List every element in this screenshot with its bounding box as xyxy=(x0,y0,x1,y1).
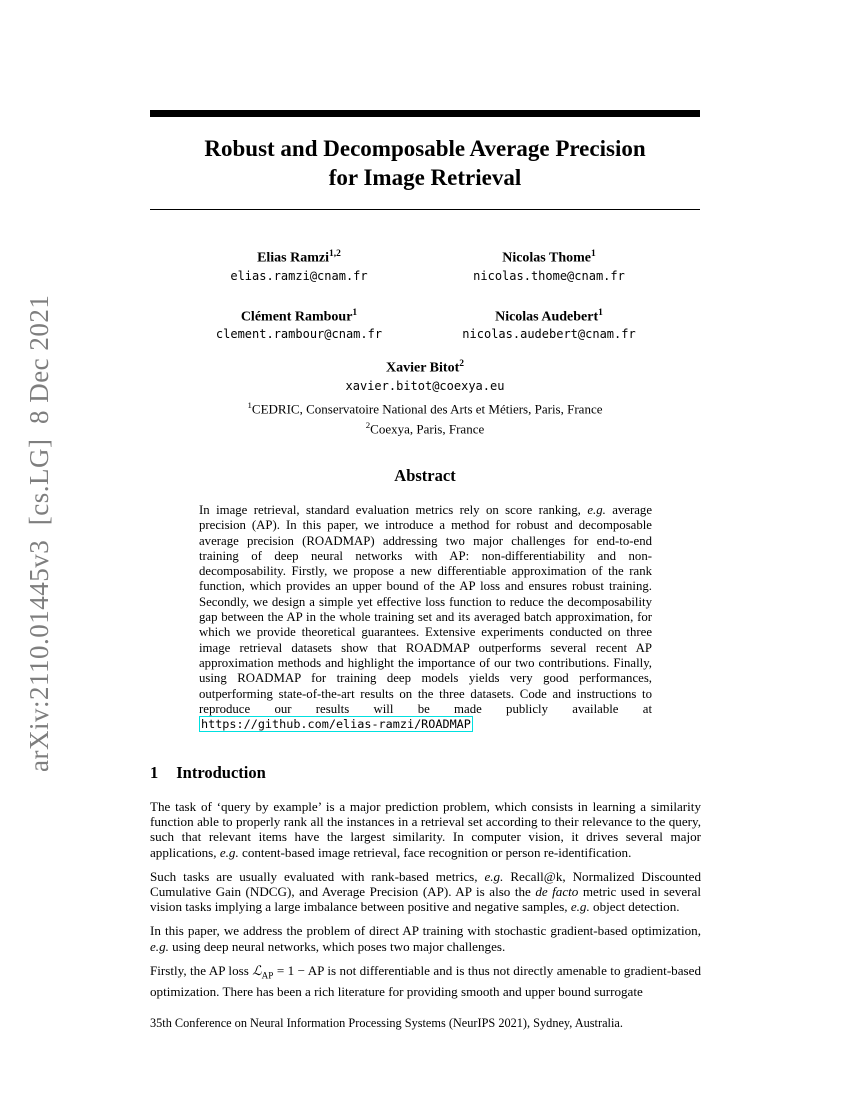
author-email: nicolas.thome@cnam.fr xyxy=(473,268,625,283)
paper-title xyxy=(150,134,700,192)
author-block xyxy=(174,246,424,284)
author-name: Xavier Bitot$^2$ xyxy=(386,359,464,376)
author-email: xavier.bitot@coexya.eu xyxy=(345,378,505,393)
abstract-heading: Abstract xyxy=(394,466,456,485)
author-affil-sup: 2 xyxy=(459,359,464,369)
intro-paragraph: The task of ‘query by example’ is a major prediction problem, which consists in learning a similarity function able to properly rank all the instances in a retrieval set according to their relevance to the query, such that relevant items have the largest similarity. In computer vision, it drives several major applications, e.g. content-based image retrieval, face recognition or person re-identification. xyxy=(150,799,701,860)
affiliation-line: $^1$CEDRIC, Conservatoire National des Arts et Métiers, Paris, France xyxy=(247,400,603,417)
section-title: Introduction xyxy=(176,763,266,782)
author-affil-sup: 1 xyxy=(591,249,596,259)
affiliation-line: $^2$Coexya, Paris, France xyxy=(365,420,485,437)
author-name: Nicolas Thome$^1$ xyxy=(502,249,596,266)
author-affil-sup: 1,2 xyxy=(329,249,341,259)
top-rule xyxy=(150,110,700,117)
conference-footer: 35th Conference on Neural Information Processing Systems (NeurIPS 2021), Sydney, Australia. xyxy=(150,1016,623,1030)
title-line-1: Robust and Decomposable Average Precision xyxy=(204,136,646,161)
intro-paragraph: Firstly, the AP loss ℒ$_{AP}$ = 1 − AP is not differentiable and is thus not directly amenable to gradient-based optimization. There has been a rich literature for providing smooth and upper bound surrogate xyxy=(150,962,701,999)
introduction-body xyxy=(150,799,701,1008)
title-line-2: for Image Retrieval xyxy=(328,165,522,190)
author-name: Nicolas Audebert$^1$ xyxy=(495,307,603,325)
abstract-text xyxy=(199,503,652,732)
author-block xyxy=(174,305,424,343)
author-email: clement.rambour@cnam.fr xyxy=(215,327,383,342)
section-heading-introduction xyxy=(150,763,700,783)
authors-block xyxy=(174,246,674,363)
author-block xyxy=(424,305,674,343)
author-row xyxy=(174,305,674,364)
github-link[interactable]: https://github.com/elias-ramzi/ROADMAP xyxy=(201,717,471,732)
affiliations-block xyxy=(150,397,700,438)
arxiv-watermark: arXiv:2110.01445v3 [cs.LG] 8 Dec 2021 xyxy=(24,294,54,772)
author-name: Clément Rambour$^1$ xyxy=(240,307,358,325)
section-number: 1 xyxy=(150,763,159,782)
author-name: Elias Ramzi$^{1,2}$ xyxy=(257,249,341,266)
author-affil-sup: 1 xyxy=(598,307,603,318)
author-email: elias.ramzi@cnam.fr xyxy=(230,268,368,283)
author-block xyxy=(424,246,674,284)
abstract-paragraph: In image retrieval, standard evaluation metrics rely on score ranking, e.g. average precision (AP). In this paper, we introduce a method for robust and decomposable average precision (ROADMAP) addressing two major challenges for end-to-end training of deep neural networks with AP: non-differentiability and non-decomposability. Firstly, we propose a new differentiable approximation of the rank function, which provides an upper bound of the AP loss and ensures robust training. Secondly, we design a simple yet effective loss function to reduce the decomposability gap between the AP in the whole training set and its averaged batch approximation, for which we provide theoretical guarantees. Extensive experiments conducted on three image retrieval datasets show that ROADMAP outperforms several recent AP approximation methods and highlight the importance of our two contributions. Finally, using ROADMAP for training deep models yields very good performances, outperforming state-of-the-art results on the three datasets. Code and instructions to reproduce our results will be made publicly available at xyxy=(199,503,652,716)
author-row xyxy=(174,246,674,305)
author-email: nicolas.audebert@cnam.fr xyxy=(462,327,636,342)
intro-paragraph: Such tasks are usually evaluated with rank-based metrics, e.g. Recall@k, Normalized Discounted Cumulative Gain (NDCG), and Average Precision (AP). AP is also the de facto metric used in several vision tasks implying a large imbalance between positive and negative samples, e.g. object detection. xyxy=(150,868,701,915)
author-block xyxy=(150,356,700,394)
intro-paragraph: In this paper, we address the problem of direct AP training with stochastic gradient-based optimization, e.g. using deep neural networks, which poses two major challenges. xyxy=(150,923,701,954)
author-affil-sup: 1 xyxy=(352,307,358,318)
title-rule xyxy=(150,209,700,210)
